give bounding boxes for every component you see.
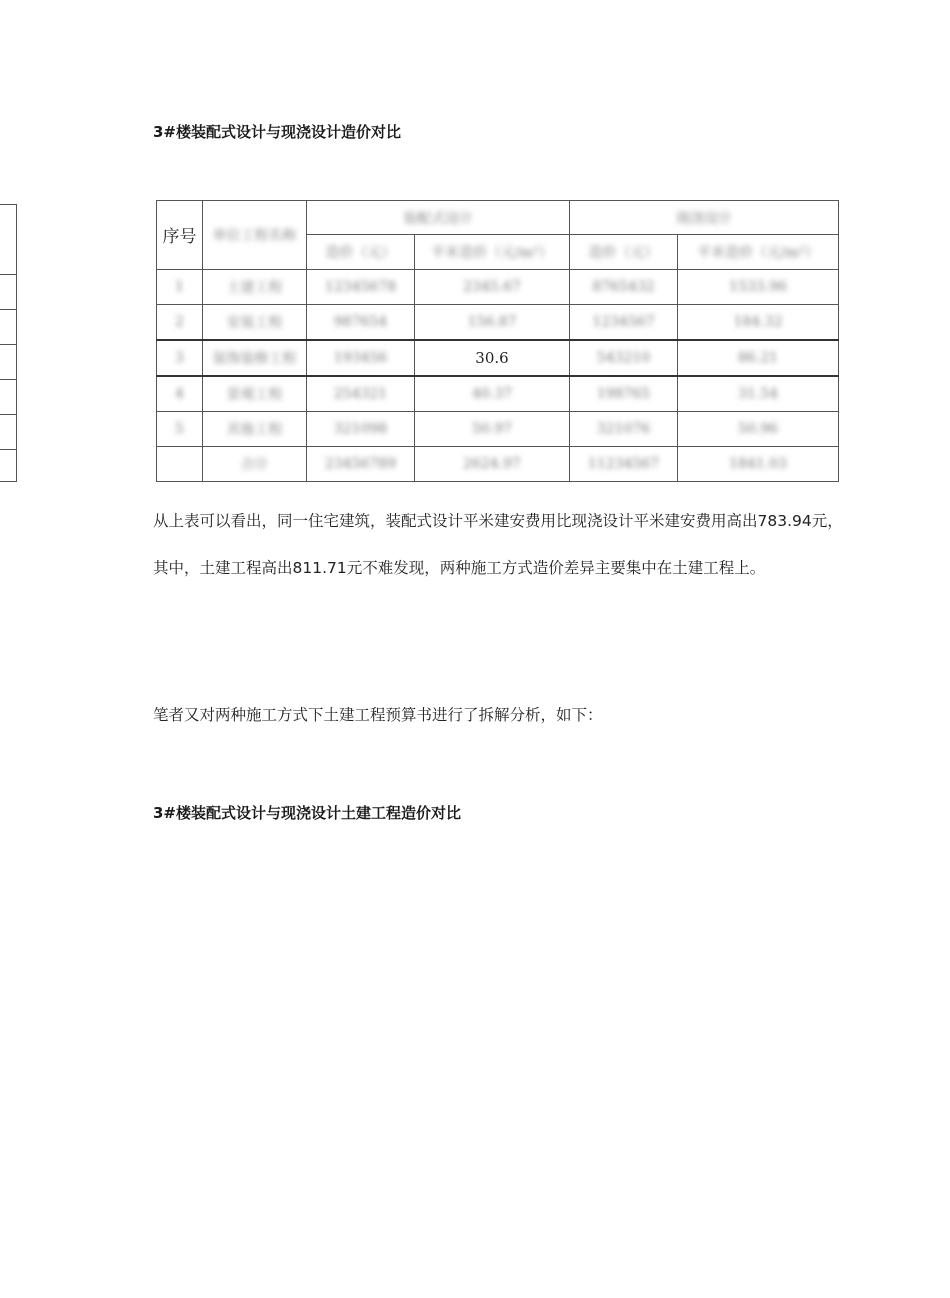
row-cast-unit: 1841.03 xyxy=(678,447,839,482)
row-seq: 1 xyxy=(157,269,203,305)
header-name: 单位工程名称 xyxy=(203,201,307,270)
row-seq: 2 xyxy=(157,305,203,341)
ruler-tick xyxy=(0,481,16,482)
row-name: 装饰装修工程 xyxy=(203,340,307,376)
row-cast-total: 321076 xyxy=(570,411,678,447)
header-group-cast: 现浇设计 xyxy=(570,201,839,235)
ruler-tick xyxy=(0,344,16,345)
row-name: 土建工程 xyxy=(203,269,307,305)
row-name: 合计 xyxy=(203,447,307,482)
row-cast-unit: 184.32 xyxy=(678,305,839,341)
ruler-tick xyxy=(0,274,16,275)
row-prefab-total: 987654 xyxy=(307,305,415,341)
row-cast-total: 8765432 xyxy=(570,269,678,305)
row-name: 其他工程 xyxy=(203,411,307,447)
header-total-prefab: 造价（元） xyxy=(307,235,415,269)
row-prefab-total: 254321 xyxy=(307,376,415,412)
header-total-cast: 造价（元） xyxy=(570,235,678,269)
row-cast-total: 1234567 xyxy=(570,305,678,341)
row-cast-unit: 31.54 xyxy=(678,376,839,412)
ruler-tick xyxy=(0,414,16,415)
row-prefab-unit: 2345.67 xyxy=(415,269,570,305)
row-prefab-unit: 40.37 xyxy=(415,376,570,412)
row-cast-total: 198765 xyxy=(570,376,678,412)
cost-comparison-table xyxy=(156,200,839,482)
row-name: 景观工程 xyxy=(203,376,307,412)
row-name: 安装工程 xyxy=(203,305,307,341)
row-seq xyxy=(157,447,203,482)
ruler-tick xyxy=(0,449,16,450)
intro-paragraph: 笔者又对两种施工方式下土建工程预算书进行了拆解分析，如下： xyxy=(153,706,603,724)
row-cast-unit: 50.96 xyxy=(678,411,839,447)
row-prefab-unit: 156.87 xyxy=(415,305,570,341)
ruler-tick xyxy=(0,204,16,205)
row-prefab-total: 12345678 xyxy=(307,269,415,305)
row-prefab-total: 321098 xyxy=(307,411,415,447)
row-cast-total: 543210 xyxy=(570,340,678,376)
section-title: 3#楼装配式设计与现浇设计土建工程造价对比 xyxy=(153,804,462,822)
row-prefab-total: 23456789 xyxy=(307,447,415,482)
table-title: 3#楼装配式设计与现浇设计造价对比 xyxy=(153,123,402,141)
row-seq: 5 xyxy=(157,411,203,447)
row-cast-unit: 1533.96 xyxy=(678,269,839,305)
row-prefab-unit: 2624.97 xyxy=(415,447,570,482)
header-unit-prefab: 平米造价（元/m²） xyxy=(415,235,570,269)
margin-ruler xyxy=(0,204,17,482)
ruler-tick xyxy=(0,379,16,380)
analysis-paragraph: 从上表可以看出，同一住宅建筑，装配式设计平米建安费用比现浇设计平米建安费用高出783.94元，其中，土建工程高出811.71元不难发现，两种施工方式造价差异主要集中在土建工程上。 xyxy=(153,512,843,577)
row-cast-unit: 86.21 xyxy=(678,340,839,376)
header-group-prefab: 装配式设计 xyxy=(307,201,570,235)
row-cast-total: 11234567 xyxy=(570,447,678,482)
row-prefab-total: 193456 xyxy=(307,340,415,376)
cost-comparison-table-image xyxy=(156,200,838,482)
header-seq: 序号 xyxy=(157,201,203,270)
row-prefab-unit: 30.6 xyxy=(415,340,570,376)
row-seq: 3 xyxy=(157,340,203,376)
row-seq: 4 xyxy=(157,376,203,412)
ruler-tick xyxy=(0,309,16,310)
header-unit-cast: 平米造价（元/m²） xyxy=(678,235,839,269)
row-prefab-unit: 50.97 xyxy=(415,411,570,447)
